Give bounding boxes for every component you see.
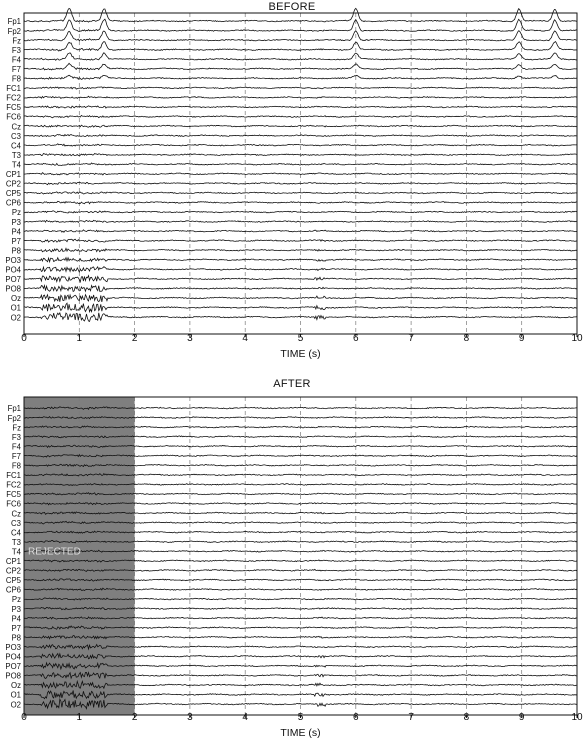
channel-label-fz: Fz — [12, 36, 21, 46]
trace-cp5 — [24, 192, 577, 194]
x-axis-label: TIME (s) — [280, 727, 321, 739]
channel-label-c4: C4 — [11, 141, 21, 151]
channel-label-fc6: FC6 — [6, 499, 21, 509]
x-tick-label: 10 — [571, 333, 583, 344]
channel-label-pz: Pz — [11, 208, 21, 218]
channel-label-po4: PO4 — [5, 265, 21, 275]
x-tick-label: 5 — [297, 712, 304, 723]
channel-label-pz: Pz — [11, 595, 21, 605]
channel-label-fc5: FC5 — [6, 490, 21, 500]
channel-label-fp2: Fp2 — [7, 413, 21, 423]
channel-label-cp1: CP1 — [5, 557, 21, 566]
after-title: AFTER — [273, 378, 311, 390]
channel-label-p8: P8 — [11, 246, 21, 256]
x-tick-label: 4 — [242, 333, 248, 344]
channel-label-po8: PO8 — [5, 671, 21, 681]
x-tick-label: 9 — [518, 712, 525, 723]
channel-label-po3: PO3 — [5, 642, 21, 652]
channel-label-cp6: CP6 — [5, 198, 21, 208]
channel-label-fp1: Fp1 — [7, 404, 21, 414]
x-tick-label: 6 — [353, 712, 359, 723]
channel-label-p7: P7 — [11, 236, 21, 246]
x-axis-label: TIME (s) — [280, 348, 321, 360]
channel-label-f3: F3 — [11, 432, 21, 442]
channel-label-cp6: CP6 — [5, 585, 21, 595]
channel-label-cp2: CP2 — [5, 179, 21, 189]
trace-cp1 — [24, 173, 577, 175]
channel-label-fc5: FC5 — [6, 103, 21, 113]
trace-p3 — [24, 220, 577, 222]
before-title: BEFORE — [268, 1, 316, 13]
channel-label-cz: Cz — [11, 122, 21, 132]
x-tick-label: 3 — [187, 333, 193, 344]
channel-label-t4: T4 — [11, 160, 21, 170]
channel-label-t3: T3 — [11, 150, 21, 160]
channel-label-po3: PO3 — [5, 255, 21, 265]
x-tick-label: 3 — [187, 712, 193, 723]
x-tick-label: 7 — [408, 333, 414, 344]
channel-label-f7: F7 — [11, 451, 21, 461]
channel-label-oz: Oz — [11, 681, 21, 691]
channel-label-po7: PO7 — [5, 662, 21, 672]
plot-frame — [24, 13, 577, 334]
channel-label-fp2: Fp2 — [7, 26, 21, 36]
x-tick-label: 10 — [571, 712, 583, 723]
rejected-label: REJECTED — [28, 546, 81, 558]
channel-label-p7: P7 — [11, 623, 21, 633]
channel-label-t3: T3 — [11, 537, 21, 547]
channel-label-fc2: FC2 — [6, 93, 21, 103]
x-tick-label: 2 — [131, 333, 138, 344]
channel-label-o2: O2 — [10, 313, 21, 323]
channel-label-f4: F4 — [11, 55, 21, 65]
channel-label-p4: P4 — [11, 614, 21, 624]
channel-label-p4: P4 — [11, 227, 21, 237]
channel-label-o1: O1 — [10, 303, 21, 313]
x-tick-label: 2 — [131, 712, 138, 723]
channel-label-c3: C3 — [11, 131, 21, 141]
channel-label-fc1: FC1 — [6, 84, 21, 94]
x-tick-label: 7 — [408, 712, 414, 723]
x-tick-label: 0 — [21, 333, 27, 344]
channel-label-p8: P8 — [11, 633, 21, 643]
channel-label-t4: T4 — [11, 547, 21, 557]
channel-label-o1: O1 — [10, 690, 21, 700]
channel-label-fz: Fz — [12, 423, 21, 433]
channel-label-fp1: Fp1 — [7, 17, 21, 27]
x-tick-label: 9 — [518, 333, 525, 344]
x-tick-label: 1 — [76, 712, 83, 723]
channel-label-po7: PO7 — [5, 275, 21, 285]
channel-label-fc2: FC2 — [6, 480, 21, 490]
trace-c3 — [24, 134, 577, 136]
channel-label-f3: F3 — [11, 45, 21, 55]
channel-label-cp5: CP5 — [5, 189, 21, 199]
channel-label-cp5: CP5 — [5, 576, 21, 586]
channel-label-fc6: FC6 — [6, 112, 21, 122]
channel-label-po8: PO8 — [5, 284, 21, 294]
x-tick-label: 0 — [21, 712, 27, 723]
x-tick-label: 6 — [353, 333, 359, 344]
channel-label-cz: Cz — [11, 509, 21, 519]
channel-label-fc1: FC1 — [6, 471, 21, 481]
trace-fc6 — [24, 115, 577, 117]
x-tick-label: 1 — [76, 333, 83, 344]
channel-label-o2: O2 — [10, 700, 21, 710]
channel-label-p3: P3 — [11, 217, 21, 227]
channel-label-f4: F4 — [11, 442, 21, 452]
channel-label-f8: F8 — [11, 461, 21, 471]
x-tick-label: 8 — [463, 712, 470, 723]
channel-label-c3: C3 — [11, 518, 21, 528]
x-tick-label: 4 — [242, 712, 248, 723]
trace-fc1 — [24, 87, 577, 89]
channel-label-cp1: CP1 — [5, 170, 21, 179]
channel-label-po4: PO4 — [5, 652, 21, 662]
channel-label-oz: Oz — [11, 294, 21, 304]
channel-label-cp2: CP2 — [5, 566, 21, 576]
channel-label-c4: C4 — [11, 528, 21, 538]
channel-label-p3: P3 — [11, 604, 21, 614]
channel-label-f7: F7 — [11, 64, 21, 74]
trace-c4 — [24, 144, 577, 146]
channel-label-f8: F8 — [11, 74, 21, 84]
x-tick-label: 5 — [297, 333, 304, 344]
x-tick-label: 8 — [463, 333, 470, 344]
